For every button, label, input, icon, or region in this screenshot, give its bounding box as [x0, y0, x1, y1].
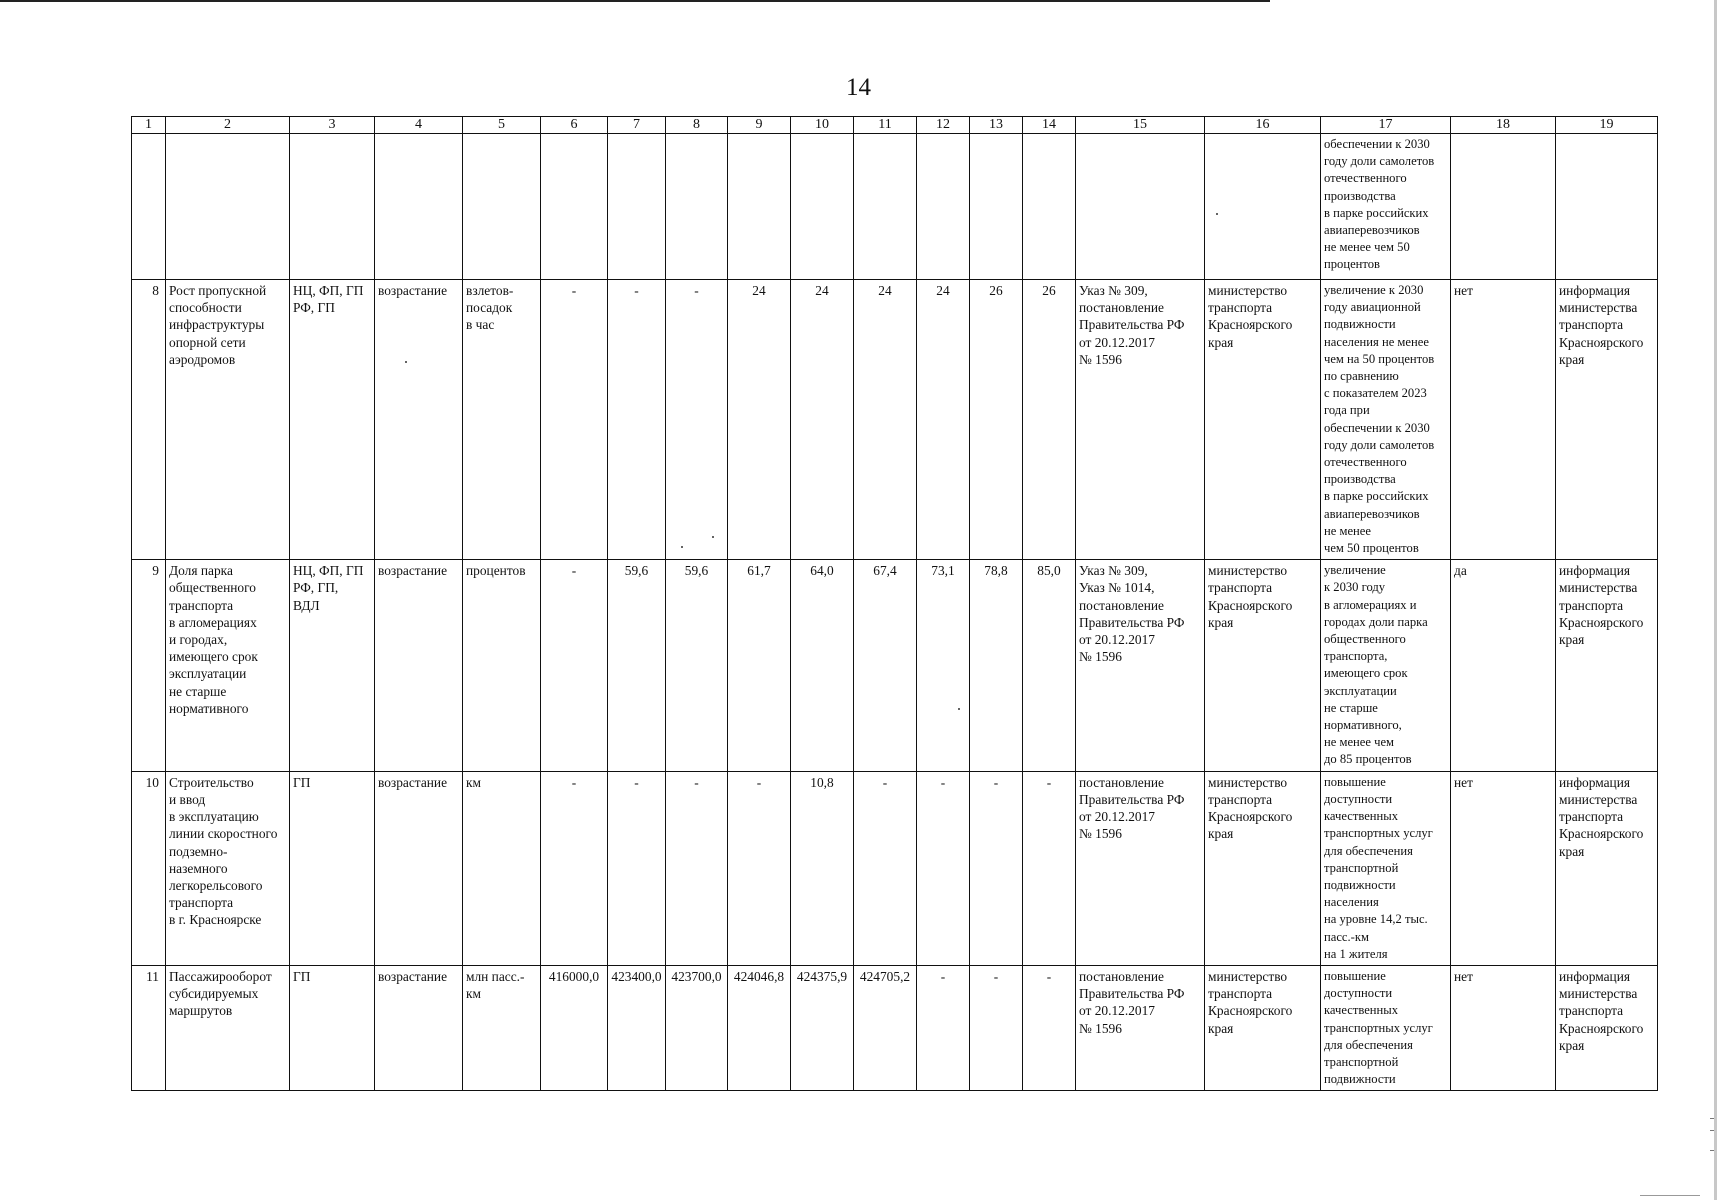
- table-cell: [290, 134, 375, 280]
- unit-cell: млн пасс.- км: [463, 965, 541, 1090]
- value-cell: -: [1023, 965, 1076, 1090]
- legal-basis-cell: Указ № 309, Указ № 1014, постановление Правительства РФ от 20.12.2017 № 1596: [1076, 560, 1205, 771]
- trend-cell: возрастание: [375, 771, 463, 965]
- table-cell: [1451, 134, 1556, 280]
- trend-cell: возрастание: [375, 280, 463, 560]
- table-cell: [375, 134, 463, 280]
- value-cell: 59,6: [608, 560, 666, 771]
- table-cell: [1556, 134, 1658, 280]
- column-number: 10: [791, 117, 854, 134]
- table-row: [132, 280, 1658, 560]
- responsible-body-cell: министерство транспорта Красноярского края: [1205, 965, 1321, 1090]
- table-cell: [970, 134, 1023, 280]
- table-row: [132, 771, 1658, 965]
- table-cell: [666, 134, 728, 280]
- value-cell: 64,0: [791, 560, 854, 771]
- flag-cell: нет: [1451, 771, 1556, 965]
- legal-basis-cell: постановление Правительства РФ от 20.12.2017 № 1596: [1076, 771, 1205, 965]
- column-number: 18: [1451, 117, 1556, 134]
- column-number: 19: [1556, 117, 1658, 134]
- scan-speck: [681, 546, 683, 548]
- value-cell: 423400,0: [608, 965, 666, 1090]
- responsible-body-cell: министерство транспорта Красноярского края: [1205, 771, 1321, 965]
- target-description-cell: увеличение к 2030 году авиационной подвижности населения не менее чем на 50 процентов по сравнению с показателем 2023 года при обеспечении к 2030 году доли самолетов отечественного производства в парке российских авиаперевозчиков не менее чем 50 процентов: [1321, 280, 1451, 560]
- table-cell: [1205, 134, 1321, 280]
- target-description-cell: повышение доступности качественных транспортных услуг для обеспечения транспортной подвижности населения на уровне 14,2 тыс. пасс.-км на 1 жителя: [1321, 771, 1451, 965]
- value-cell: -: [608, 771, 666, 965]
- info-source-cell: информация министерства транспорта Красноярского края: [1556, 280, 1658, 560]
- value-cell: 24: [728, 280, 791, 560]
- table-cell: [132, 134, 166, 280]
- column-number: 13: [970, 117, 1023, 134]
- flag-cell: нет: [1451, 965, 1556, 1090]
- responsible-body-cell: министерство транспорта Красноярского края: [1205, 280, 1321, 560]
- value-cell: -: [608, 280, 666, 560]
- continuation-row: [132, 134, 1658, 280]
- value-cell: 10,8: [791, 771, 854, 965]
- unit-cell: км: [463, 771, 541, 965]
- flag-cell: да: [1451, 560, 1556, 771]
- value-cell: 24: [854, 280, 917, 560]
- indicators-table: [131, 116, 1658, 1091]
- source-documents-cell: ГП: [290, 771, 375, 965]
- source-documents-cell: ГП: [290, 965, 375, 1090]
- value-cell: -: [917, 771, 970, 965]
- source-documents-cell: НЦ, ФП, ГП РФ, ГП, ВДЛ: [290, 560, 375, 771]
- scan-speck: [405, 361, 407, 363]
- column-number: 16: [1205, 117, 1321, 134]
- value-cell: 61,7: [728, 560, 791, 771]
- row-number-cell: 8: [132, 280, 166, 560]
- table-cell: [541, 134, 608, 280]
- column-number: 9: [728, 117, 791, 134]
- value-cell: 26: [970, 280, 1023, 560]
- value-cell: 416000,0: [541, 965, 608, 1090]
- column-number: 15: [1076, 117, 1205, 134]
- scan-speck: [712, 536, 714, 538]
- scan-margin-mark: [1710, 1130, 1714, 1131]
- value-cell: 423700,0: [666, 965, 728, 1090]
- indicator-name-cell: Строительство и ввод в эксплуатацию линии скоростного подземно- наземного легкорельсового транспорта в г. Красноярске: [166, 771, 290, 965]
- column-number-row: [132, 117, 1658, 134]
- value-cell: -: [970, 965, 1023, 1090]
- value-cell: -: [541, 771, 608, 965]
- value-cell: -: [541, 280, 608, 560]
- value-cell: -: [728, 771, 791, 965]
- column-number: 6: [541, 117, 608, 134]
- row-number-cell: 11: [132, 965, 166, 1090]
- value-cell: 67,4: [854, 560, 917, 771]
- value-cell: 424375,9: [791, 965, 854, 1090]
- value-cell: -: [854, 771, 917, 965]
- table-cell: [1076, 134, 1205, 280]
- value-cell: -: [917, 965, 970, 1090]
- scan-speck: [958, 708, 960, 710]
- scan-margin-mark: [1710, 1118, 1714, 1119]
- table-cell: [854, 134, 917, 280]
- table-cell: [791, 134, 854, 280]
- column-number: 11: [854, 117, 917, 134]
- scan-corner-mark: [1640, 1195, 1700, 1196]
- target-description-cell: увеличение к 2030 году в агломерациях и городах доли парка общественного транспорта, имеющего срок эксплуатации не старше нормативного, не менее чем до 85 процентов: [1321, 560, 1451, 771]
- column-number: 5: [463, 117, 541, 134]
- column-number: 2: [166, 117, 290, 134]
- value-cell: -: [666, 771, 728, 965]
- target-description-cell: повышение доступности качественных транспортных услуг для обеспечения транспортной подвижности: [1321, 965, 1451, 1090]
- column-number: 3: [290, 117, 375, 134]
- value-cell: 85,0: [1023, 560, 1076, 771]
- value-cell: 26: [1023, 280, 1076, 560]
- info-source-cell: информация министерства транспорта Красноярского края: [1556, 965, 1658, 1090]
- value-cell: 24: [917, 280, 970, 560]
- table-row: [132, 965, 1658, 1090]
- source-documents-cell: НЦ, ФП, ГП РФ, ГП: [290, 280, 375, 560]
- column-number: 1: [132, 117, 166, 134]
- indicator-name-cell: Доля парка общественного транспорта в агломерациях и городах, имеющего срок эксплуатации не старше нормативного: [166, 560, 290, 771]
- table-cell: [1023, 134, 1076, 280]
- column-number: 14: [1023, 117, 1076, 134]
- value-cell: -: [666, 280, 728, 560]
- scan-margin-mark: [1710, 1150, 1714, 1151]
- unit-cell: взлетов- посадок в час: [463, 280, 541, 560]
- table-cell: [917, 134, 970, 280]
- page-number: 14: [846, 74, 871, 101]
- legal-basis-cell: постановление Правительства РФ от 20.12.2017 № 1596: [1076, 965, 1205, 1090]
- value-cell: -: [1023, 771, 1076, 965]
- info-source-cell: информация министерства транспорта Красноярского края: [1556, 771, 1658, 965]
- table-cell: [463, 134, 541, 280]
- value-cell: 24: [791, 280, 854, 560]
- column-number: 4: [375, 117, 463, 134]
- unit-cell: процентов: [463, 560, 541, 771]
- target-description-cell: обеспечении к 2030 году доли самолетов отечественного производства в парке российских авиаперевозчиков не менее чем 50 процентов: [1321, 134, 1451, 280]
- table-cell: [166, 134, 290, 280]
- value-cell: 73,1: [917, 560, 970, 771]
- row-number-cell: 9: [132, 560, 166, 771]
- row-number-cell: 10: [132, 771, 166, 965]
- table-row: [132, 560, 1658, 771]
- flag-cell: нет: [1451, 280, 1556, 560]
- value-cell: 424046,8: [728, 965, 791, 1090]
- trend-cell: возрастание: [375, 965, 463, 1090]
- value-cell: -: [970, 771, 1023, 965]
- value-cell: 59,6: [666, 560, 728, 771]
- responsible-body-cell: министерство транспорта Красноярского края: [1205, 560, 1321, 771]
- legal-basis-cell: Указ № 309, постановление Правительства РФ от 20.12.2017 № 1596: [1076, 280, 1205, 560]
- table-cell: [728, 134, 791, 280]
- trend-cell: возрастание: [375, 560, 463, 771]
- info-source-cell: информация министерства транспорта Красноярского края: [1556, 560, 1658, 771]
- scan-speck: [1216, 213, 1218, 215]
- column-number: 17: [1321, 117, 1451, 134]
- column-number: 7: [608, 117, 666, 134]
- table-cell: [608, 134, 666, 280]
- indicator-name-cell: Пассажирооборот субсидируемых маршрутов: [166, 965, 290, 1090]
- value-cell: -: [541, 560, 608, 771]
- top-border-line: [0, 0, 1270, 2]
- column-number: 8: [666, 117, 728, 134]
- value-cell: 424705,2: [854, 965, 917, 1090]
- column-number: 12: [917, 117, 970, 134]
- indicator-name-cell: Рост пропускной способности инфраструктуры опорной сети аэродромов: [166, 280, 290, 560]
- value-cell: 78,8: [970, 560, 1023, 771]
